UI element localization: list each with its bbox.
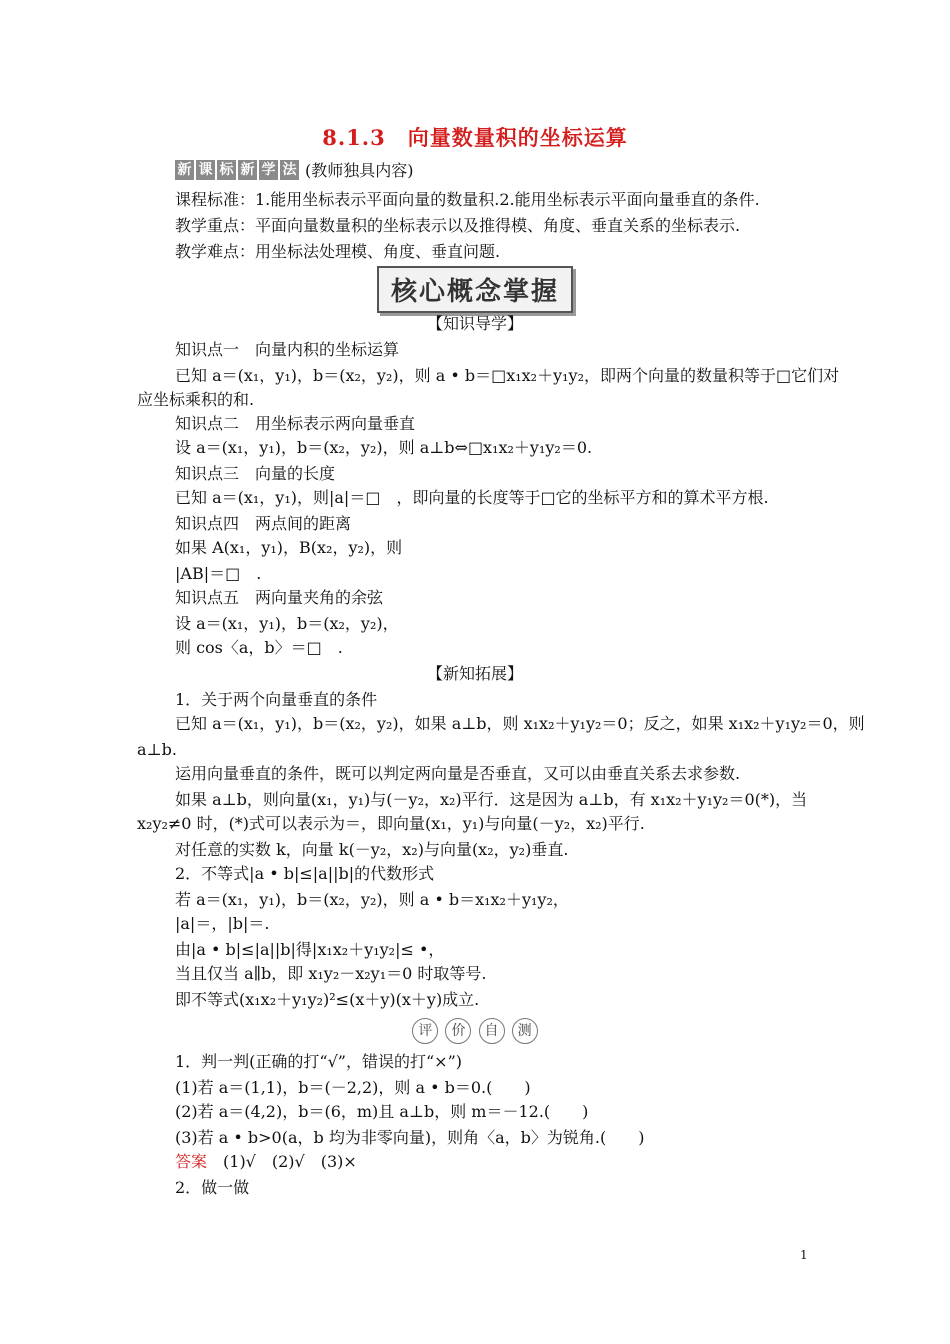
- guide-line: |AB|＝□ .: [175, 564, 262, 583]
- badge-char: 学: [259, 160, 278, 180]
- guide-line: 已知 a＝(x₁，y₁)，则|a|＝□ ，即向量的长度等于□它的坐标平方和的算术平方根.: [175, 488, 769, 507]
- test-line: (2)若 a＝(4,2)，b＝(6，m)且 a⊥b，则 m＝－12.( ): [175, 1102, 589, 1121]
- test-line: (3)若 a • b>0(a，b 均为非零向量)，则角〈a，b〉为锐角.( ): [175, 1128, 645, 1147]
- test-line: 1．判一判(正确的打“√”，错误的打“×”): [175, 1052, 462, 1071]
- teaching-focus: 教学重点：平面向量数量积的坐标表示以及推得模、角度、垂直关系的坐标表示.: [175, 216, 741, 235]
- expand-line: 对任意的实数 k，向量 k(－y₂，x₂)与向量(x₂，y₂)垂直.: [175, 840, 569, 859]
- guide-line: 知识点二 用坐标表示两向量垂直: [175, 414, 416, 433]
- test-line: 2．做一做: [175, 1178, 250, 1197]
- guide-line: 如果 A(x₁，y₁)，B(x₂，y₂)，则: [175, 538, 403, 557]
- teaching-difficulty: 教学难点：用坐标法处理模、角度、垂直问题.: [175, 242, 501, 261]
- expand-line: 若 a＝(x₁，y₁)，b＝(x₂，y₂)，则 a • b＝x₁x₂＋y₁y₂，: [175, 890, 569, 909]
- expand-line: 当且仅当 a∥b，即 x₁y₂－x₂y₁＝0 时取等号.: [175, 964, 487, 983]
- expand-line: 由|a • b|≤|a||b|得|x₁x₂＋y₁y₂|≤ •，: [175, 940, 445, 959]
- badge-char: 新: [175, 160, 194, 180]
- page-title: 8.1.3 向量数量积的坐标运算: [322, 125, 628, 150]
- expand-line: 即不等式(x₁x₂＋y₁y₂)²≤(x＋y)(x＋y)成立.: [175, 990, 480, 1009]
- badge-characters: [175, 160, 301, 180]
- expand-line: 已知 a＝(x₁，y₁)，b＝(x₂，y₂)，如果 a⊥b，则 x₁x₂＋y₁y₂＝0；反之，如果 x₁x₂＋y₁y₂＝0，则: [175, 714, 865, 733]
- guide-line: 应坐标乘积的和.: [137, 390, 255, 409]
- self-test-char: 价: [445, 1018, 471, 1044]
- heading-new-knowledge: 【新知拓展】: [426, 664, 523, 683]
- guide-line: 设 a＝(x₁，y₁)，b＝(x₂，y₂)，: [175, 614, 399, 633]
- expand-line: 如果 a⊥b，则向量(x₁，y₁)与(－y₂，x₂)平行．这是因为 a⊥b，有 x₁x₂＋y₁y₂＝0(*)，当: [175, 790, 808, 809]
- badge-char: 课: [196, 160, 215, 180]
- self-test-char: 测: [512, 1018, 538, 1044]
- expand-line: a⊥b.: [137, 740, 177, 759]
- test-line: (1)若 a＝(1,1)，b＝(－2,2)，则 a • b＝0.( ): [175, 1078, 531, 1097]
- guide-line: 设 a＝(x₁，y₁)，b＝(x₂，y₂)，则 a⊥b⇔□x₁x₂＋y₁y₂＝0.: [175, 438, 593, 457]
- badge-char: 新: [238, 160, 257, 180]
- expand-line: |a|＝，|b|＝.: [175, 914, 270, 933]
- answer-label: 答案: [175, 1152, 208, 1171]
- section-badge: [175, 158, 414, 181]
- heading-knowledge-guide: 【知识导学】: [426, 314, 523, 333]
- core-concept-banner-wrap: [0, 266, 950, 313]
- self-test-char: 自: [479, 1018, 505, 1044]
- badge-note: (教师独具内容): [305, 161, 414, 180]
- answer-text: (1)√ (2)√ (3)×: [207, 1152, 357, 1171]
- page-number: 1: [800, 1248, 808, 1262]
- badge-char: 标: [217, 160, 236, 180]
- course-standard: 课程标准：1.能用坐标表示平面向量的数量积.2.能用坐标表示平面向量垂直的条件.: [175, 190, 760, 209]
- guide-line: 已知 a＝(x₁，y₁)，b＝(x₂，y₂)，则 a • b＝□x₁x₂＋y₁y₂，即两个向量的数量积等于□它们对: [175, 366, 840, 385]
- guide-line: 则 cos〈a，b〉＝□ .: [175, 638, 343, 657]
- guide-line: 知识点四 两点间的距离: [175, 514, 352, 533]
- core-concept-banner: 核心概念掌握: [377, 266, 573, 313]
- guide-line: 知识点一 向量内积的坐标运算: [175, 340, 400, 359]
- self-test-char: 评: [412, 1018, 438, 1044]
- guide-line: 知识点三 向量的长度: [175, 464, 336, 483]
- self-test-heading: [0, 1018, 950, 1044]
- answer-line: [175, 1150, 357, 1174]
- expand-line: 运用向量垂直的条件，既可以判定两向量是否垂直，又可以由垂直关系去求参数.: [175, 764, 741, 783]
- expand-line: x₂y₂≠0 时，(*)式可以表示为＝，即向量(x₁，y₁)与向量(－y₂，x₂)平行.: [137, 814, 645, 833]
- expand-line: 2．不等式|a • b|≤|a||b|的代数形式: [175, 864, 435, 883]
- expand-line: 1．关于两个向量垂直的条件: [175, 690, 378, 709]
- guide-line: 知识点五 两向量夹角的余弦: [175, 588, 384, 607]
- badge-char: 法: [280, 160, 299, 180]
